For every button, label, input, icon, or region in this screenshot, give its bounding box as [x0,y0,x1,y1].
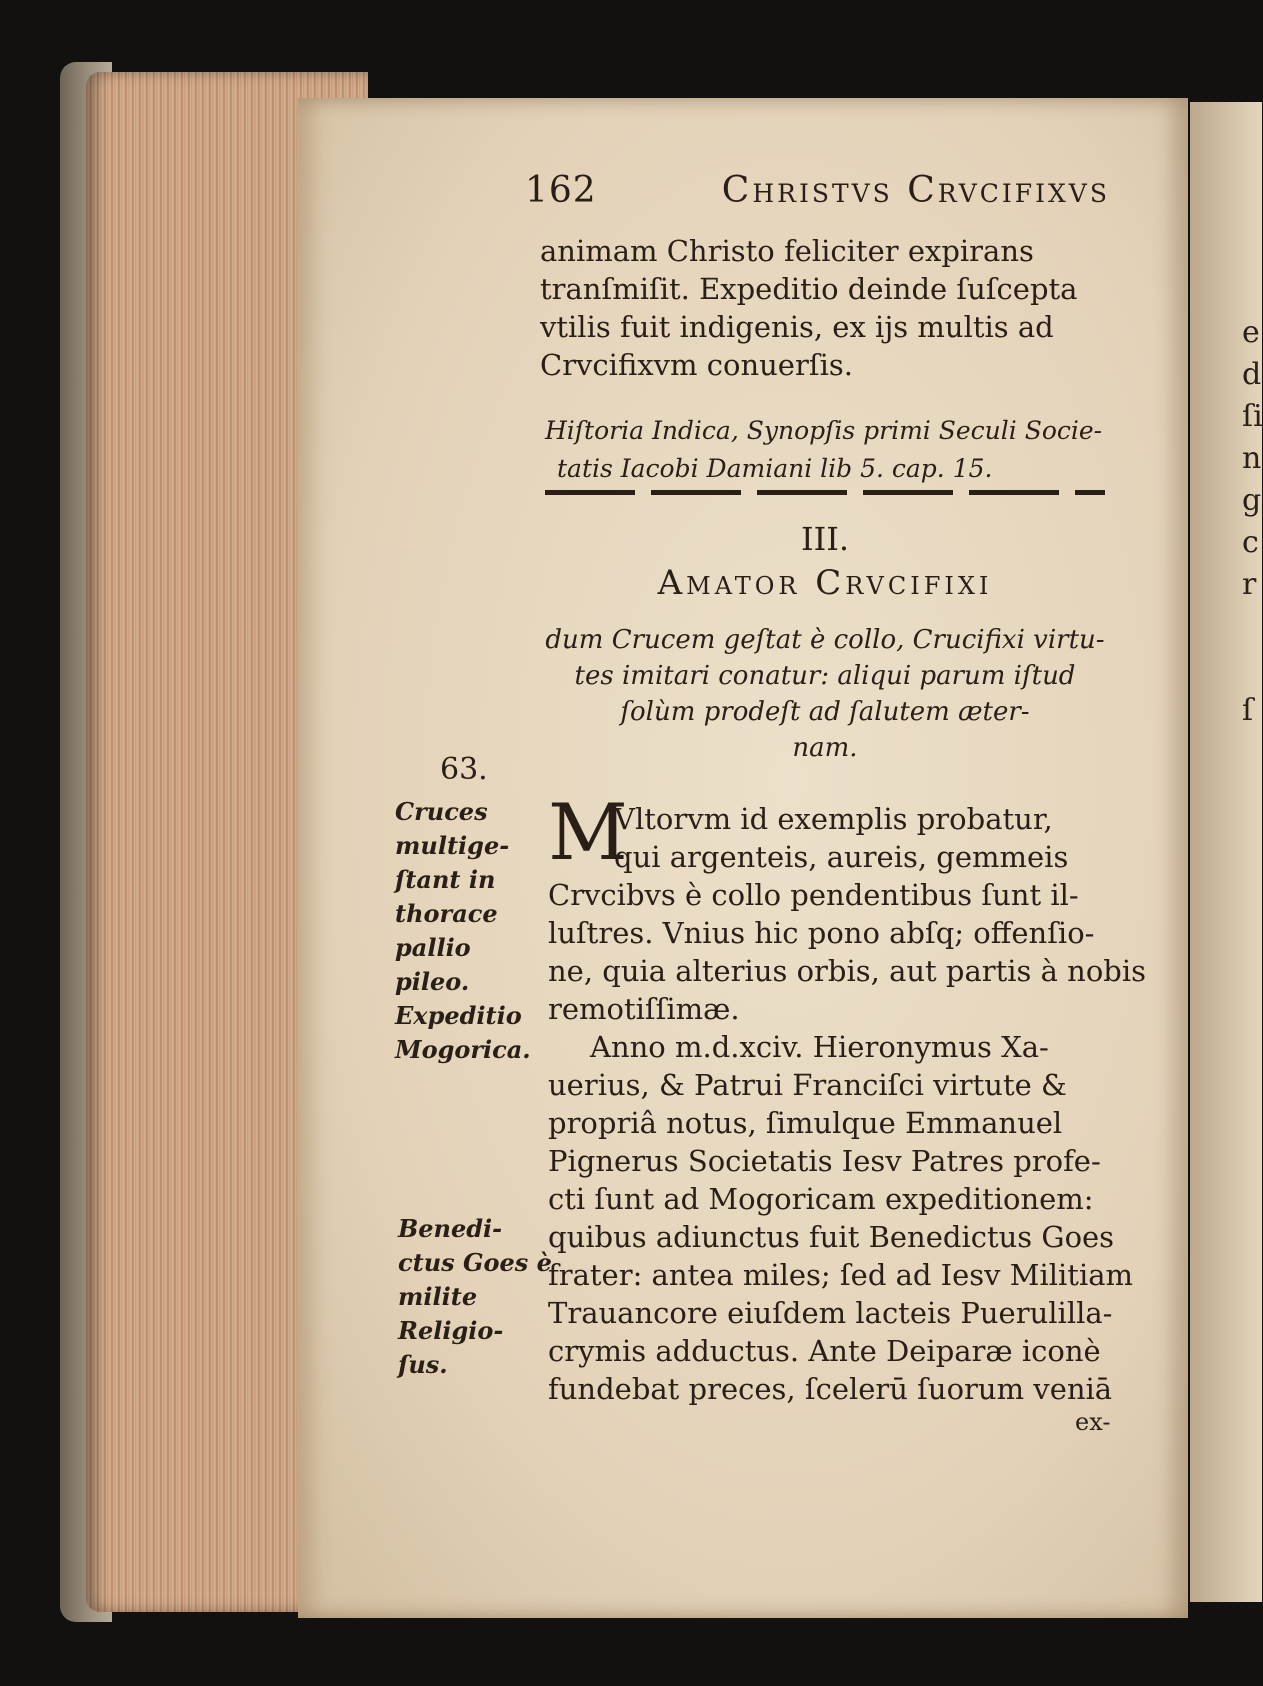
margin-notes-top [395,795,531,1067]
facing-page-letter: r [1242,567,1257,602]
margin-note-line: Mogorica. [395,1035,531,1064]
text-line: uerius, & Patrui Franciſci virtute & [548,1068,1067,1102]
top-paragraph [540,232,1077,384]
text-line: Crvcibvs è collo pendentibus ſunt il- [548,878,1079,912]
margin-note-line: multige- [395,831,510,860]
facing-page-edge [1190,102,1262,1602]
text-line: fundebat preces, ſcelerū ſuorum veniā [548,1372,1113,1406]
text-line: Crvcifixvm conuerſis. [540,348,853,382]
text-line: animam Christo feliciter expirans [540,234,1034,268]
running-head [525,170,1110,211]
text-line: ne, quia alterius orbis, aut partis à nobis [548,954,1147,988]
catchword: ex- [1075,1408,1111,1436]
margin-number: 63. [440,752,488,787]
margin-note-line: milite [398,1282,478,1311]
text-line: crymis adductus. Ante Deiparæ iconè [548,1334,1101,1368]
text-line: frater: antea miles; ſed ad Iesv Militiam [548,1258,1134,1292]
subtitle-line: nam. [792,733,858,763]
text-line: cti ſunt ad Mogoricam expeditionem: [548,1182,1094,1216]
facing-page-letter: ſi [1242,399,1263,434]
facing-page-letter [1190,648,1262,690]
subtitle-line: ſolùm prodeſt ad ſalutem æter- [620,697,1030,727]
page-number: 162 [525,170,597,211]
margin-note-line: Religio- [398,1316,504,1345]
facing-page-letter: ſ [1242,693,1254,728]
margin-note-line: ctus Goes è [398,1248,552,1277]
text-line: quibus adiunctus fuit Benedictus Goes [548,1220,1115,1254]
facing-page-letter: c [1242,525,1259,560]
section-subtitle [540,622,1110,766]
margin-note-line: ſtant in [395,865,496,894]
text-line: luſtres. Vnius hic pono abſq; offenſio- [548,916,1095,950]
text-line: qui argenteis, aureis, gemmeis [614,840,1069,874]
margin-note-line: pileo. [395,967,470,996]
text-line: remotiſſimæ. [548,992,740,1026]
facing-page-letter: n [1242,441,1262,476]
facing-page-letter: g [1242,483,1262,518]
facing-page-letter [1190,606,1262,648]
subtitle-line: tes imitari conatur: aliqui parum iſtud [574,661,1076,691]
text-line: Anno m.d.xciv. Hieronymus Xa- [590,1030,1049,1064]
facing-page-letter: d [1242,357,1262,392]
section-divider [545,490,1105,495]
margin-note-line: thorace [395,899,498,928]
margin-note-line: Cruces [395,797,488,826]
text-line: Pignerus Societatis Iesv Patres profe- [548,1144,1101,1178]
text-line: Trauancore eiuſdem lacteis Puerulilla- [548,1296,1113,1330]
facing-page-letter: e [1242,315,1260,350]
citation-line: tatis Iacobi Damiani lib 5. cap. 15. [557,454,993,483]
margin-note-line: pallio [395,933,471,962]
running-title: Christvs Crvcifixvs [721,170,1110,211]
citation [545,412,1102,488]
main-text [548,788,1147,1408]
drop-cap: M [548,788,628,878]
margin-notes-bottom [398,1212,552,1382]
section-number: III. [800,520,850,558]
text-line: Vltorvm id exemplis probatur, [614,802,1053,836]
text-line: tranſmiſit. Expeditio deinde ſuſcepta [540,272,1078,306]
section-title: Amator Crvcifixi [657,563,993,603]
margin-note-line: Expeditio [395,1001,522,1030]
citation-line: Hiſtoria Indica, Synopſis primi Seculi Socie- [545,416,1103,445]
margin-note-line: ſus. [398,1350,448,1379]
subtitle-line: dum Crucem geſtat è collo, Crucifixi virtu- [545,625,1105,655]
text-line: propriâ notus, ſimulque Emmanuel [548,1106,1063,1140]
text-line: vtilis fuit indigenis, ex ijs multis ad [540,310,1054,344]
margin-note-line: Benedi- [398,1214,503,1243]
